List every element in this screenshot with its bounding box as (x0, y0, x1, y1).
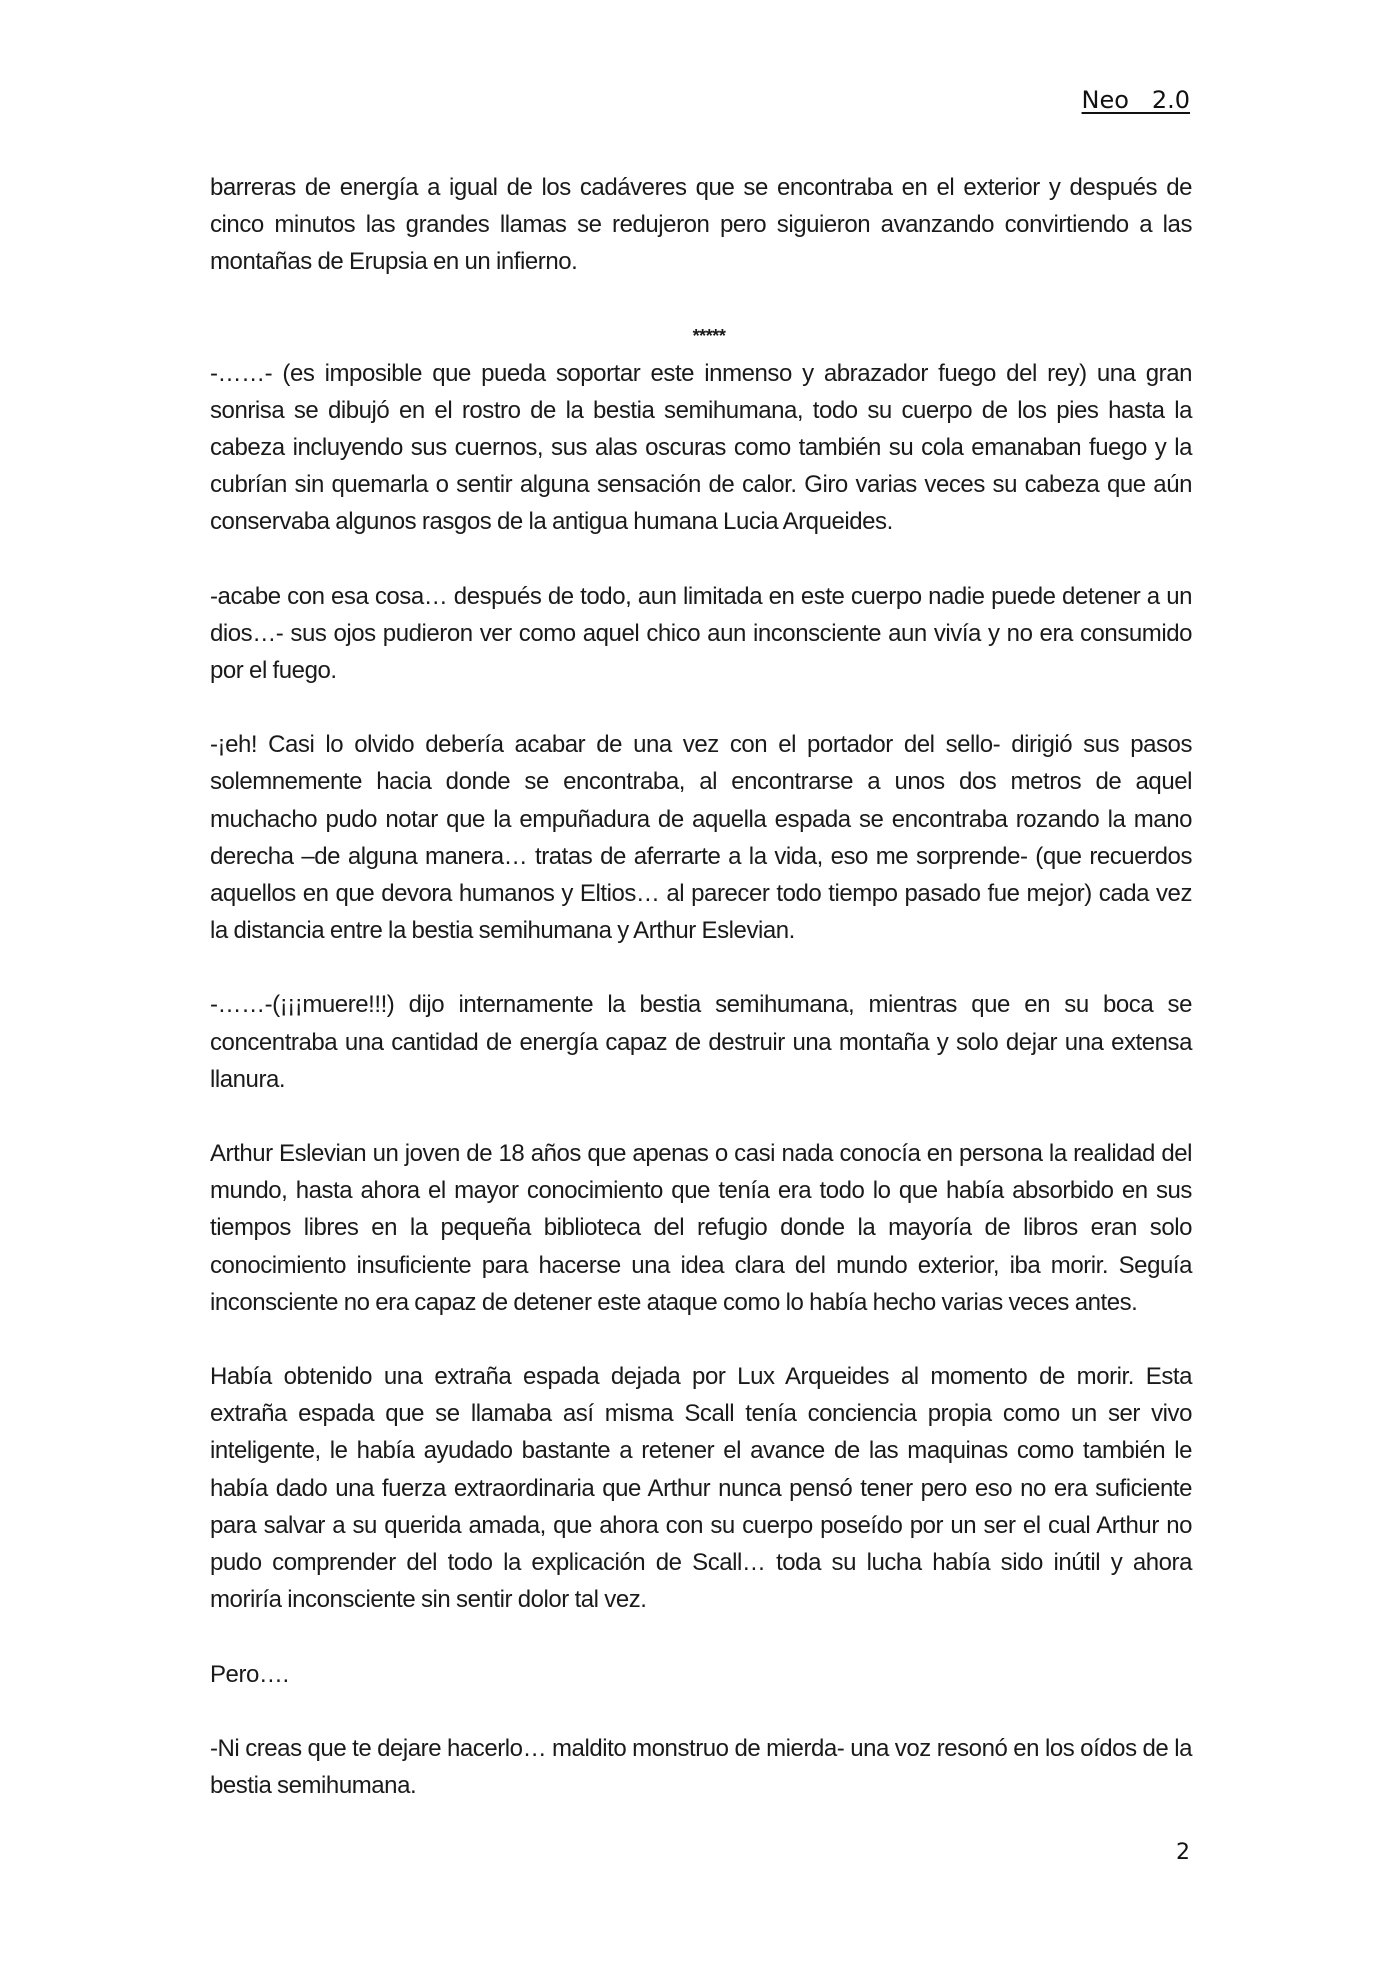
paragraph: barreras de energía a igual de los cadáveres que se encontraba en el exterior y después de cinco minutos las grandes llamas se redujeron pero siguieron avanzando convirtiendo a las montañas de Erupsia en un infierno. (210, 174, 1192, 276)
header-title: Neo 2.0 (1081, 86, 1190, 114)
body-text (210, 169, 1192, 1841)
paragraph: Pero…. (210, 1660, 289, 1688)
paragraph: Había obtenido una extraña espada dejada por Lux Arqueides al momento de morir. Esta extraña espada que se llamaba así misma Scall tenía conciencia propia como un ser vivo inteligente, le había ayudado bastante a retener el avance de las maquinas como también le había dado una fuerza extraordinaria que Arthur nunca pensó tener pero eso no era suficiente para salvar a su querida amada, que ahora con su cuerpo poseído por un ser el cual Arthur no pudo comprender del todo la explicación de Scall… toda su lucha había sido inútil y ahora moriría inconsciente sin sentir dolor tal vez. (210, 1363, 1192, 1614)
paragraph: Arthur Eslevian un joven de 18 años que apenas o casi nada conocía en persona la realidad del mundo, hasta ahora el mayor conocimiento que tenía era todo lo que había absorbido en sus tiempos libres en la pequeña biblioteca del refugio donde la mayoría de libros eran solo conocimiento insuficiente para hacerse una idea clara del mundo exterior, iba morir. Seguía inconsciente no era capaz de detener este ataque como lo había hecho varias veces antes. (210, 1140, 1192, 1316)
paragraph: -acabe con esa cosa… después de todo, aun limitada en este cuerpo nadie puede detener a un dios…- sus ojos pudieron ver como aquel chico aun inconsciente aun vivía y no era consumido por el fuego. (210, 582, 1192, 685)
paragraph: -Ni creas que te dejare hacerlo… maldito monstruo de mierda- una voz resonó en los oídos de la bestia semihumana. (210, 1734, 1192, 1799)
page-number: 2 (1176, 1840, 1190, 1865)
paragraph: -……-(¡¡¡muere!!!) dijo internamente la bestia semihumana, mientras que en su boca se concentraba una cantidad de energía capaz de destruir una montaña y solo dejar una extensa llanura. (210, 991, 1192, 1093)
section-separator: ***** (692, 325, 726, 346)
paragraph: -¡eh! Casi lo olvido debería acabar de una vez con el portador del sello- dirigió sus pasos solemnemente hacia donde se encontraba, al encontrarse a unos dos metros de aquel muchacho pudo notar que la empuñadura de aquella espada se encontraba rozando la mano derecha –de alguna manera… tratas de aferrarte a la vida, eso me sorprende- (que recuerdos aquellos en que devora humanos y Eltios… al parecer todo tiempo pasado fue mejor) cada vez la distancia entre la bestia semihumana y Arthur Eslevian. (210, 731, 1192, 945)
paragraph: -……- (es imposible que pueda soportar este inmenso y abrazador fuego del rey) una gran sonrisa se dibujó en el rostro de la bestia semihumana, todo su cuerpo de los pies hasta la cabeza incluyendo sus cuernos, sus alas oscuras como también su cola emanaban fuego y la cubrían sin quemarla o sentir alguna sensación de calor. Giro varias veces su cabeza que aún conservaba algunos rasgos de la antigua humana Lucia Arqueides. (210, 359, 1192, 536)
